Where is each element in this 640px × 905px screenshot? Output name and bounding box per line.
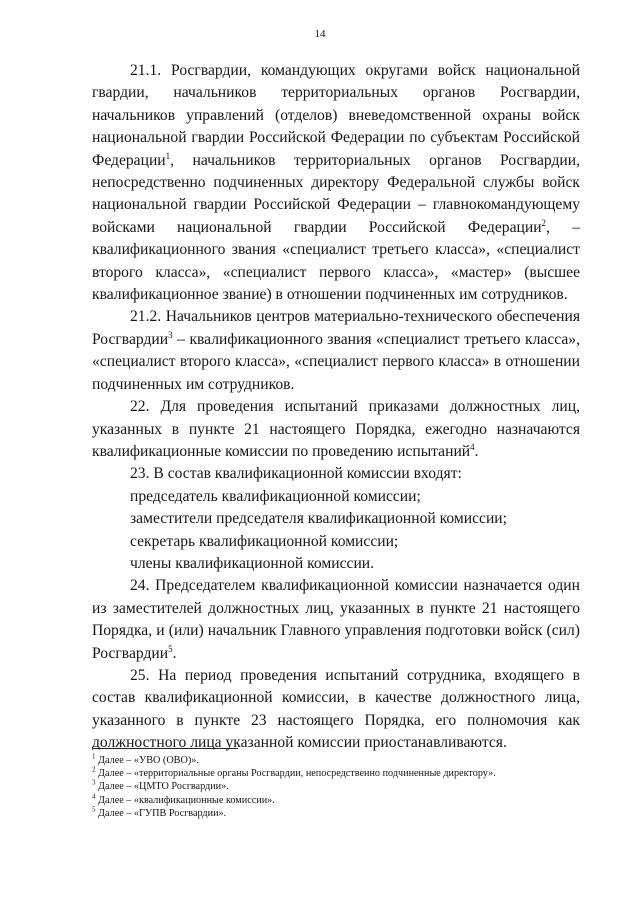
footnote: $^1$ Далее – «УВО (ОВО)».	[92, 752, 199, 766]
footnotes	[92, 754, 592, 820]
footnote-ref: 3	[168, 329, 173, 340]
footnote-separator	[92, 748, 238, 749]
paragraph-21-2: 21.2. Начальников центров материально-технического обеспечения Росгвардии$^3$ – квалификационного звания «специалист третьего класса», «специалист второго класса», «специалист первого класса» в отношении подчиненных им сотрудников.	[92, 308, 580, 393]
footnote-ref: 5	[168, 643, 173, 654]
footnote: $^4$ Далее – «квалификационные комиссии».	[92, 792, 275, 806]
list-item: заместители председателя квалификационной комиссии;	[130, 510, 507, 528]
footnote-ref: 4	[470, 441, 475, 452]
paragraph-24: 24. Председателем квалификационной комиссии назначается один из заместителей должностных лиц, указанных в пункте 21 настоящего Порядка, и (или) начальник Главного управления подготовки войск (сил) Росгвардии$^5$.	[92, 577, 580, 662]
paragraph-23: 23. В состав квалификационной комиссии входят:	[130, 465, 462, 483]
list-item: секретарь квалификационной комиссии;	[130, 532, 399, 550]
footnote-ref: 1	[165, 150, 171, 161]
footnote-ref: 2	[541, 217, 547, 228]
footnote: $^2$ Далее – «территориальные органы Росгвардии, непосредственно подчиненные директору».	[92, 765, 496, 780]
paragraph-21-1: 21.1. Росгвардии, командующих округами войск национальной гвардии, начальников территориальных органов Росгвардии, начальников управлений (отделов) вневедомственной охраны войск национальной гвардии Российской Федерации по субъектам Российской Федерации$^1$, начальников территориальных органов Росгвардии, непосредственно подчиненных директору Федеральной службы войск национальной гвардии Российской Федерации – главнокомандующему войсками национальной гвардии Российской Федерации$^2$, – квалификационного звания «специалист третьего класса», «специалист второго класса», «специалист первого класса», «мастер» (высшее квалификационное звание) в отношении подчиненных им сотрудников.	[92, 62, 580, 304]
page-number: 14	[314, 28, 326, 40]
list-item: члены квалификационной комиссии.	[130, 554, 375, 572]
paragraph-25: 25. На период проведения испытаний сотрудника, входящего в состав квалификационной комиссии, в качестве должностного лица, указанного в пункте 23 настоящего Порядка, его полномочия как должностного лица указанной комиссии приостанавливаются.	[92, 666, 580, 752]
paragraph-22: 22. Для проведения испытаний приказами должностных лиц, указанных в пункте 21 настоящего Порядка, ежегодно назначаются квалификационные комиссии по проведению испытаний$^4$.	[92, 398, 580, 460]
list-item: председатель квалификационной комиссии;	[130, 487, 421, 505]
footnote: $^3$ Далее – «ЦМТО Росгвардии».	[92, 779, 229, 793]
document-body	[92, 60, 580, 755]
footnote: $^5$ Далее – «ГУПВ Росгвардии».	[92, 805, 227, 819]
